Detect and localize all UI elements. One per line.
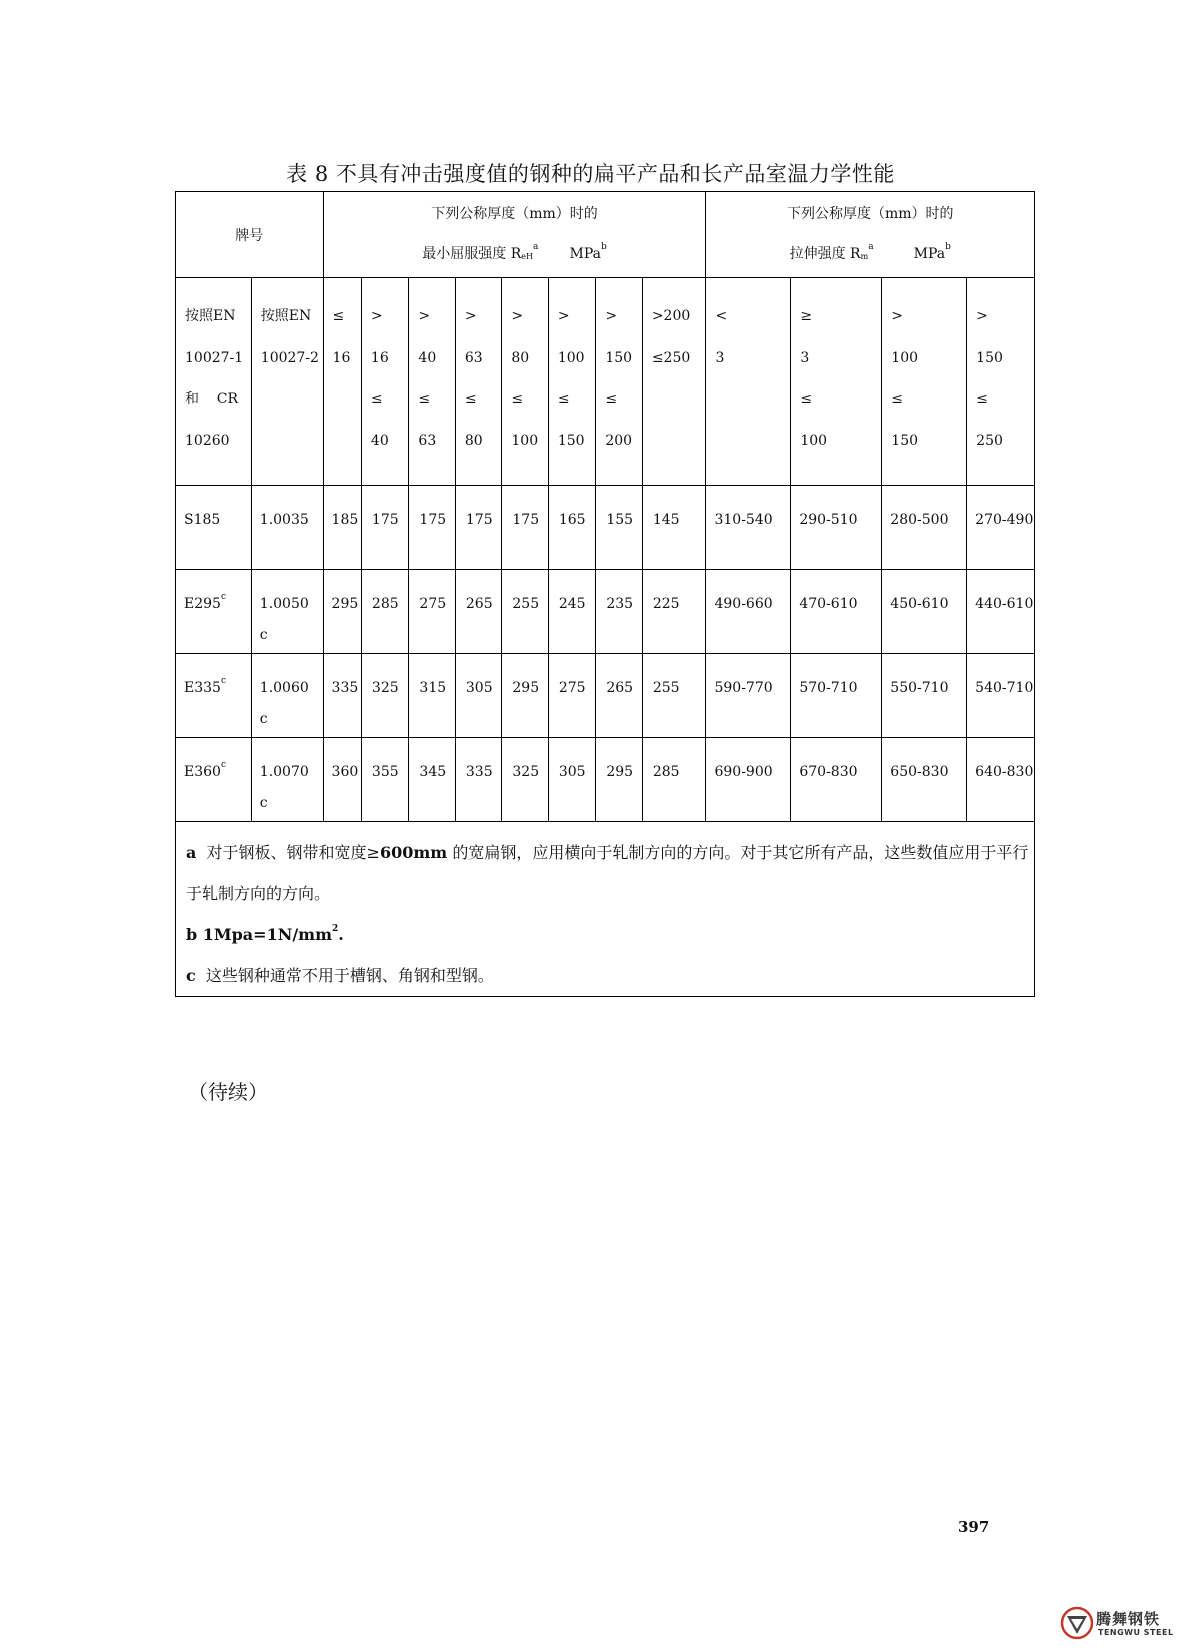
table-row bbox=[176, 486, 1035, 570]
grade-cell: S185 bbox=[176, 486, 252, 570]
table-row bbox=[176, 738, 1035, 822]
subheader-cell: > 80 ≤ 100 bbox=[502, 278, 548, 486]
tensile-value-cell: 470-610 bbox=[791, 570, 882, 654]
yield-value-cell: 175 bbox=[361, 486, 408, 570]
steel-number-cell: 1.0035 bbox=[251, 486, 323, 570]
footnote-a: a 对于钢板、钢带和宽度≥600mm 的宽扁钢，应用横向于轧制方向的方向。对于其它所有产品，这些数值应用于平行于轧制方向的方向。 bbox=[186, 843, 1029, 903]
tengwu-logo-icon bbox=[1060, 1606, 1094, 1640]
tensile-value-cell: 270-490 bbox=[967, 486, 1035, 570]
yield-value-cell: 360 bbox=[323, 738, 361, 822]
yield-value-cell: 265 bbox=[455, 570, 501, 654]
subheader-cell: ≤ 16 bbox=[323, 278, 361, 486]
yield-strength-header bbox=[323, 192, 706, 278]
subheader-cell: > 150 ≤ 250 bbox=[967, 278, 1035, 486]
yield-value-cell: 275 bbox=[409, 570, 455, 654]
yield-value-cell: 305 bbox=[455, 654, 501, 738]
grade-footnote-mark: c bbox=[220, 592, 226, 602]
yield-value-cell: 265 bbox=[596, 654, 642, 738]
yield-value-cell: 185 bbox=[323, 486, 361, 570]
steel-number-cell: 1.0070 c bbox=[251, 738, 323, 822]
yield-value-cell: 145 bbox=[642, 486, 706, 570]
logo-chinese-text: 腾舞钢铁 bbox=[1096, 1610, 1161, 1628]
grade-cell: E360$^c$ bbox=[176, 738, 252, 822]
yield-value-cell: 315 bbox=[409, 654, 455, 738]
footnote-b: b $1Mpa=1N/mm^2$. bbox=[186, 924, 344, 944]
tensile-header-line1: 下列公称厚度（mm）时的 bbox=[786, 206, 954, 222]
footnote-c: c 这些钢种通常不用于槽钢、角钢和型钢。 bbox=[186, 966, 494, 985]
subheader-row bbox=[176, 278, 1035, 486]
tensile-value-cell: 450-610 bbox=[882, 570, 967, 654]
yield-value-cell: 155 bbox=[596, 486, 642, 570]
subheader-cell: ≥ 3 ≤ 100 bbox=[791, 278, 882, 486]
yield-value-cell: 335 bbox=[455, 738, 501, 822]
yield-value-cell: 295 bbox=[323, 570, 361, 654]
subheader-cell: > 16 ≤ 40 bbox=[361, 278, 408, 486]
tensile-value-cell: 690-900 bbox=[706, 738, 791, 822]
subheader-cell: < 3 bbox=[706, 278, 791, 486]
tensile-strength-header bbox=[706, 192, 1035, 278]
yield-value-cell: 295 bbox=[502, 654, 548, 738]
grade-header-label: 牌号 bbox=[235, 227, 264, 244]
tensile-header-line2: 拉伸强度 Rm$^a$ MPa$^b$ bbox=[789, 242, 951, 262]
mechanical-properties-table bbox=[175, 191, 1035, 997]
logo-english-text: TENGWU STEEL bbox=[1098, 1628, 1174, 1637]
header-row bbox=[176, 192, 1035, 278]
yield-value-cell: 285 bbox=[642, 738, 706, 822]
subheader-cell: > 63 ≤ 80 bbox=[455, 278, 501, 486]
grade-header bbox=[176, 192, 324, 278]
yield-value-cell: 245 bbox=[548, 570, 595, 654]
yield-value-cell: 295 bbox=[596, 738, 642, 822]
tensile-value-cell: 550-710 bbox=[882, 654, 967, 738]
yield-header-line2: 最小屈服强度 ReH$^a$ MPa$^b$ bbox=[422, 242, 607, 262]
tensile-value-cell: 650-830 bbox=[882, 738, 967, 822]
subheader-cell: > 40 ≤ 63 bbox=[409, 278, 455, 486]
grade-footnote-mark: c bbox=[220, 676, 226, 686]
footnotes bbox=[176, 822, 1035, 997]
tensile-value-cell: 570-710 bbox=[791, 654, 882, 738]
footnote-row bbox=[176, 822, 1035, 997]
yield-value-cell: 275 bbox=[548, 654, 595, 738]
tensile-value-cell: 310-540 bbox=[706, 486, 791, 570]
yield-value-cell: 175 bbox=[502, 486, 548, 570]
table-row bbox=[176, 570, 1035, 654]
subheader-cell: > 100 ≤ 150 bbox=[548, 278, 595, 486]
to-be-continued-label: （待续） bbox=[188, 1080, 268, 1104]
grade-footnote-mark: c bbox=[220, 760, 226, 770]
tensile-value-cell: 280-500 bbox=[882, 486, 967, 570]
yield-value-cell: 285 bbox=[361, 570, 408, 654]
yield-value-cell: 235 bbox=[596, 570, 642, 654]
yield-value-cell: 175 bbox=[409, 486, 455, 570]
page-number: 397 bbox=[958, 1518, 990, 1536]
company-logo bbox=[1060, 1604, 1180, 1644]
subheader-cell: > 100 ≤ 150 bbox=[882, 278, 967, 486]
yield-value-cell: 345 bbox=[409, 738, 455, 822]
subheader-cell: > 150 ≤ 200 bbox=[596, 278, 642, 486]
yield-value-cell: 305 bbox=[548, 738, 595, 822]
tensile-value-cell: 640-830 bbox=[967, 738, 1035, 822]
tensile-value-cell: 540-710 bbox=[967, 654, 1035, 738]
subheader-cell: 按照EN 10027-2 bbox=[251, 278, 323, 486]
tensile-value-cell: 590-770 bbox=[706, 654, 791, 738]
tensile-value-cell: 490-660 bbox=[706, 570, 791, 654]
yield-value-cell: 255 bbox=[502, 570, 548, 654]
table-row bbox=[176, 654, 1035, 738]
tensile-value-cell: 440-610 bbox=[967, 570, 1035, 654]
steel-number-cell: 1.0060 c bbox=[251, 654, 323, 738]
subheader-cell: 按照EN 10027-1 和 CR 10260 bbox=[176, 278, 252, 486]
yield-value-cell: 165 bbox=[548, 486, 595, 570]
tensile-value-cell: 290-510 bbox=[791, 486, 882, 570]
yield-value-cell: 175 bbox=[455, 486, 501, 570]
yield-value-cell: 325 bbox=[361, 654, 408, 738]
yield-value-cell: 355 bbox=[361, 738, 408, 822]
grade-cell: E295$^c$ bbox=[176, 570, 252, 654]
grade-cell: E335$^c$ bbox=[176, 654, 252, 738]
steel-number-cell: 1.0050 c bbox=[251, 570, 323, 654]
yield-value-cell: 325 bbox=[502, 738, 548, 822]
yield-value-cell: 335 bbox=[323, 654, 361, 738]
yield-value-cell: 255 bbox=[642, 654, 706, 738]
yield-header-line1: 下列公称厚度（mm）时的 bbox=[431, 206, 598, 222]
table-title: 表 8 不具有冲击强度值的钢种的扁平产品和长产品室温力学性能 bbox=[286, 162, 895, 186]
yield-value-cell: 225 bbox=[642, 570, 706, 654]
subheader-cell: >200 ≤250 bbox=[642, 278, 706, 486]
tensile-value-cell: 670-830 bbox=[791, 738, 882, 822]
